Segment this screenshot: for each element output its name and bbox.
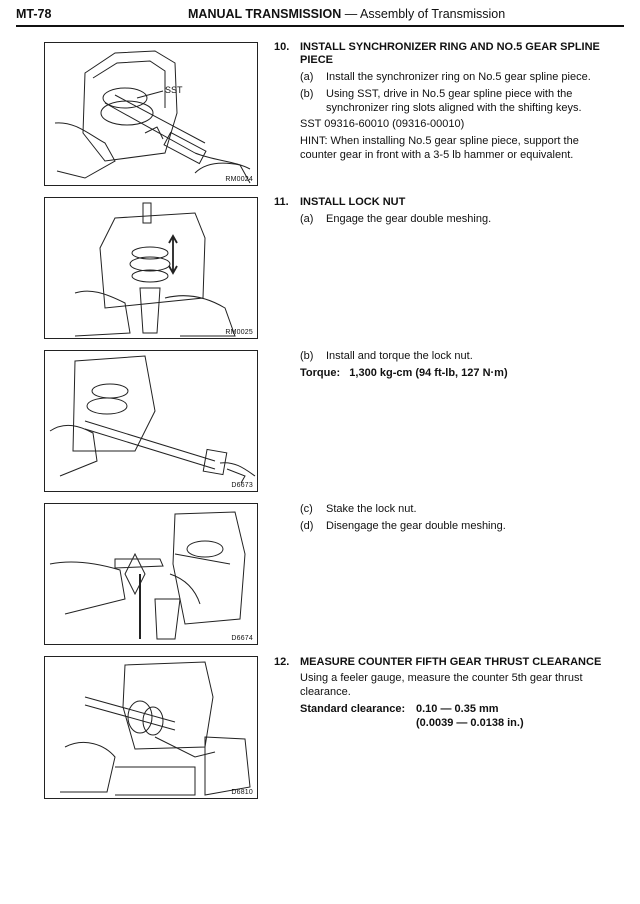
step-10b-letter: (b) [300, 88, 314, 100]
step-12-body-line2: clearance. [300, 686, 351, 698]
figure-feeler-gauge [44, 656, 258, 799]
step-11-title: INSTALL LOCK NUT [300, 196, 406, 208]
figure-illustration [45, 351, 257, 491]
step-12-body-line1: Using a feeler gauge, measure the counter 5th gear thrust [300, 672, 583, 684]
step-10-title [300, 41, 624, 67]
step-11d-letter: (d) [300, 520, 314, 532]
section-title: MANUAL TRANSMISSION [188, 7, 342, 21]
figure-illustration [45, 198, 257, 338]
torque-value: 1,300 kg-cm (94 ft-lb, 127 N·m) [349, 367, 508, 379]
figure-code: RM0025 [225, 329, 253, 336]
step-10a-text: Install the synchronizer ring on No.5 gear spline piece. [326, 71, 591, 83]
title-separator: — [344, 7, 358, 21]
step-12-title: MEASURE COUNTER FIFTH GEAR THRUST CLEARANCE [300, 656, 602, 668]
step-10b-text-line2: synchronizer ring slots aligned with the shifting keys. [326, 102, 582, 114]
step-12-number: 12. [274, 656, 290, 668]
torque-label: Torque: [300, 367, 341, 379]
step-10a [300, 70, 626, 84]
figure-code: D6810 [231, 789, 253, 796]
sst-callout: SST [165, 85, 183, 95]
step-11-number: 11. [274, 196, 289, 208]
figure-code: RM0024 [225, 176, 253, 183]
step-10a-letter: (a) [300, 71, 314, 83]
step-10-title-line1: INSTALL SYNCHRONIZER RING AND NO.5 GEAR SPLINE [300, 41, 600, 53]
section-subtitle: Assembly of Transmission [360, 7, 506, 21]
figure-stake-lock-nut [44, 503, 258, 645]
step-11c-text: Stake the lock nut. [326, 503, 417, 515]
step-11c-letter: (c) [300, 503, 313, 515]
torque-spec [300, 366, 508, 380]
step-10-title-line2: PIECE [300, 54, 334, 66]
figure-code: D6674 [231, 635, 253, 642]
step-10-hint-line1: HINT: When installing No.5 gear spline piece, support the [300, 135, 579, 147]
figure-torque-lock-nut [44, 350, 258, 492]
page-code: MT-78 [16, 7, 52, 21]
step-11b-letter: (b) [300, 350, 314, 362]
step-11c [300, 502, 626, 516]
step-10b [300, 87, 626, 115]
step-11d-text: Disengage the gear double meshing. [326, 520, 506, 532]
page-title [188, 7, 505, 21]
standard-clearance-mm: 0.10 — 0.35 mm [416, 703, 499, 715]
step-10-hint-line2: counter gear in front with a 3-5 lb hammer or equivalent. [300, 149, 574, 161]
figure-illustration [45, 504, 257, 644]
figure-sst-drive-spline [44, 42, 258, 186]
standard-clearance-label: Standard clearance: [300, 703, 406, 715]
standard-clearance-in: (0.0039 — 0.0138 in.) [416, 717, 524, 729]
step-10-sst: SST 09316-60010 (09316-00010) [300, 118, 465, 130]
page-header [16, 7, 624, 27]
step-11b [300, 349, 626, 363]
figure-engage-double-meshing [44, 197, 258, 339]
figure-code: D6673 [231, 482, 253, 489]
step-11a-letter: (a) [300, 213, 314, 225]
step-11d [300, 519, 626, 533]
step-10-number: 10. [274, 41, 290, 53]
step-11b-text: Install and torque the lock nut. [326, 350, 473, 362]
step-11a-text: Engage the gear double meshing. [326, 213, 492, 225]
step-10b-text-line1: Using SST, drive in No.5 gear spline piece with the [326, 88, 573, 100]
figure-illustration [45, 43, 257, 185]
figure-illustration [45, 657, 257, 798]
step-11a [300, 212, 626, 226]
